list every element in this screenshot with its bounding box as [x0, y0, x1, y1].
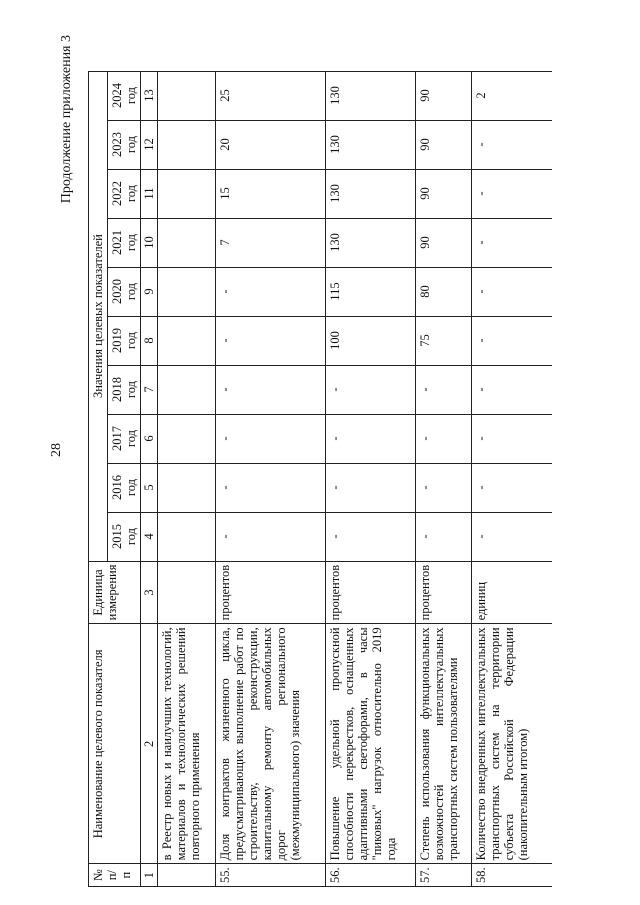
- header-year: 2015 год: [108, 512, 141, 561]
- row-name: в Реестр новых и наилучших технологий, материалов и технологических решений повторного применения: [158, 624, 216, 864]
- row-value: -: [472, 267, 552, 316]
- row-value: -: [472, 218, 552, 267]
- row-value: -: [326, 512, 416, 561]
- row-value: -: [472, 414, 552, 463]
- row-value: [158, 414, 216, 463]
- row-value: -: [416, 365, 472, 414]
- row-name: Степень использования функциональных возможностей интеллектуальных транспортных систем пользователями: [416, 624, 472, 864]
- column-number: 12: [141, 120, 158, 169]
- row-value: -: [216, 365, 326, 414]
- header-year: 2016 год: [108, 463, 141, 512]
- column-number-row: [141, 71, 158, 886]
- row-value: -: [216, 512, 326, 561]
- row-value: 130: [326, 71, 416, 120]
- header-year: 2017 год: [108, 414, 141, 463]
- row-value: 75: [416, 316, 472, 365]
- table-row: [216, 71, 326, 886]
- continuation-note: Продолжение приложения 3: [59, 35, 74, 204]
- header-name: Наименование целевого показателя: [89, 624, 141, 864]
- row-value: -: [416, 463, 472, 512]
- row-num: 56.: [326, 864, 416, 887]
- column-number: 3: [141, 561, 158, 624]
- column-number: 4: [141, 512, 158, 561]
- column-number: 7: [141, 365, 158, 414]
- row-value: [158, 120, 216, 169]
- row-value: [158, 316, 216, 365]
- row-value: 7: [216, 218, 326, 267]
- column-number: 13: [141, 71, 158, 120]
- row-value: 20: [216, 120, 326, 169]
- table-row: [416, 71, 472, 886]
- column-number: 11: [141, 169, 158, 218]
- row-value: -: [472, 169, 552, 218]
- row-value: [158, 71, 216, 120]
- row-value: [158, 365, 216, 414]
- header-year: 2021 год: [108, 218, 141, 267]
- row-value: [158, 463, 216, 512]
- row-unit: процентов: [416, 561, 472, 624]
- row-name: Повышение удельной пропускной способности перекрестков, оснащенных адаптивными светофорами, в часы "пиковых" нагрузок относительно 2019 года: [326, 624, 416, 864]
- row-value: -: [326, 414, 416, 463]
- row-num: [158, 864, 216, 887]
- row-value: 80: [416, 267, 472, 316]
- row-value: 100: [326, 316, 416, 365]
- row-value: -: [416, 512, 472, 561]
- header-year: 2022 год: [108, 169, 141, 218]
- table-row: [326, 71, 416, 886]
- row-value: [158, 512, 216, 561]
- row-value: 115: [326, 267, 416, 316]
- row-name: Количество внедренных интеллектуальных транспортных систем на территории субъекта Российской Федерации (накопительным итогом): [472, 624, 552, 864]
- header-year: 2018 год: [108, 365, 141, 414]
- header-year: 2024 год: [108, 71, 141, 120]
- row-unit: единиц: [472, 561, 552, 624]
- row-value: -: [472, 512, 552, 561]
- row-value: [158, 169, 216, 218]
- table-row: [472, 71, 552, 886]
- header-year: 2023 год: [108, 120, 141, 169]
- indicators-table: [88, 71, 552, 887]
- row-value: -: [216, 463, 326, 512]
- row-value: [158, 267, 216, 316]
- column-number: 6: [141, 414, 158, 463]
- header-year: 2020 год: [108, 267, 141, 316]
- column-number: 1: [141, 864, 158, 887]
- row-value: -: [472, 463, 552, 512]
- row-value: 90: [416, 71, 472, 120]
- row-num: 55.: [216, 864, 326, 887]
- header-values-group: Значения целевых показателей: [89, 71, 108, 561]
- row-value: -: [326, 365, 416, 414]
- row-value: -: [216, 267, 326, 316]
- row-name: Доля контрактов жизненного цикла, предусматривающих выполнение работ по строительству, реконструкции, капитальному ремонту автомобильных дорог регионального (межмуниципального) значения: [216, 624, 326, 864]
- row-num: 57.: [416, 864, 472, 887]
- header-row-1: [89, 71, 108, 886]
- row-value: 90: [416, 218, 472, 267]
- row-value: -: [472, 365, 552, 414]
- row-value: 15: [216, 169, 326, 218]
- row-value: -: [416, 414, 472, 463]
- column-number: 10: [141, 218, 158, 267]
- row-value: -: [472, 316, 552, 365]
- column-number: 2: [141, 624, 158, 864]
- row-num: 58.: [472, 864, 552, 887]
- row-value: 130: [326, 169, 416, 218]
- row-value: -: [472, 120, 552, 169]
- row-value: 90: [416, 169, 472, 218]
- row-value: 25: [216, 71, 326, 120]
- header-unit: Единица измерения: [89, 561, 141, 624]
- column-number: 9: [141, 267, 158, 316]
- row-value: [158, 218, 216, 267]
- row-value: 130: [326, 218, 416, 267]
- row-value: -: [216, 316, 326, 365]
- row-value: -: [216, 414, 326, 463]
- row-unit: процентов: [326, 561, 416, 624]
- row-value: 90: [416, 120, 472, 169]
- row-unit: процентов: [216, 561, 326, 624]
- row-value: 2: [472, 71, 552, 120]
- column-number: 8: [141, 316, 158, 365]
- header-year: 2019 год: [108, 316, 141, 365]
- table-row: [158, 71, 216, 886]
- column-number: 5: [141, 463, 158, 512]
- row-value: 130: [326, 120, 416, 169]
- row-unit: [158, 561, 216, 624]
- header-num: № п/п: [89, 864, 141, 887]
- row-value: -: [326, 463, 416, 512]
- page-number: 28: [49, 443, 64, 457]
